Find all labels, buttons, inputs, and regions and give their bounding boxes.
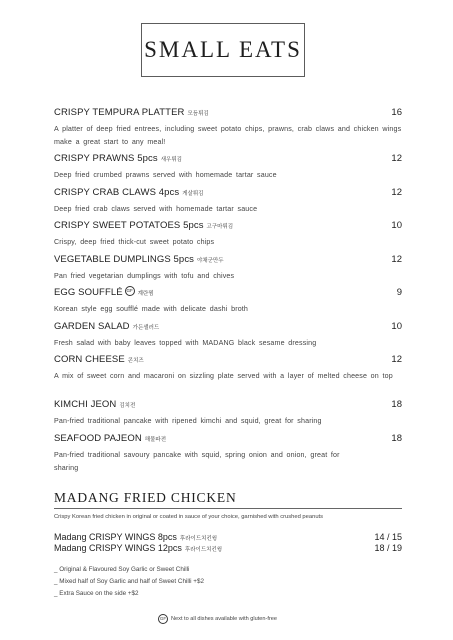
item-name: CRISPY TEMPURA PLATTER	[54, 107, 185, 118]
menu-item	[54, 282, 402, 316]
gluten-free-icon: GF	[158, 614, 168, 624]
item-name: CRISPY CRAB CLAWS 4pcs	[54, 187, 180, 198]
item-description: Pan fried vegetarian dumplings with tofu and chives	[54, 272, 235, 280]
item-description: A mix of sweet corn and macaroni on sizzling plate served with a layer of melted cheese on top	[54, 372, 393, 380]
item-korean: 야채군만두	[197, 258, 224, 264]
menu-item	[54, 182, 402, 216]
wing-name: Madang CRISPY WINGS 8pcs	[54, 532, 177, 542]
menu-item	[54, 249, 402, 283]
item-description: Deep fried crumbed prawns served with homemade tartar sauce	[54, 171, 277, 179]
chicken-intro: Crispy Korean fried chicken in original or coated in sauce of your choice, garnished with crushed peanuts	[54, 514, 324, 520]
menu-item	[54, 316, 402, 350]
item-korean: 가든샐러드	[132, 325, 160, 331]
wing-price: 14 / 15	[374, 532, 402, 542]
item-name: GARDEN SALAD	[54, 321, 130, 332]
section-title-chicken: MADANG FRIED CHICKEN	[54, 490, 237, 505]
item-price: 12	[391, 153, 402, 164]
item-price: 10	[391, 321, 402, 332]
sauce-option: _ Mixed half of Soy Garlic and half of Sweet Chilli +$2	[54, 578, 204, 585]
item-name: EGG SOUFFLÉ	[54, 287, 123, 298]
wing-name: Madang CRISPY WINGS 12pcs	[54, 543, 182, 553]
wing-item	[54, 543, 402, 553]
menu-item	[54, 148, 402, 182]
item-description: Fresh salad with baby leaves topped with MADANG black sesame dressing	[54, 339, 317, 347]
menu-title-box	[141, 23, 305, 77]
wing-item	[54, 532, 402, 542]
wing-korean: 후라이드치킨윙	[184, 547, 223, 553]
item-name: SEAFOOD PAJEON	[54, 433, 142, 444]
item-description: A platter of deep fried entrees, including sweet potato chips, prawns, crab claws and chicken wings make a great start to any meal!	[54, 125, 402, 146]
item-description: Crispy, deep fried thick-cut sweet potato chips	[54, 238, 215, 246]
item-price: 12	[391, 187, 402, 198]
item-korean: 새우튀김	[160, 157, 182, 163]
wing-korean: 후라이드치킨윙	[179, 536, 218, 542]
item-price: 12	[391, 254, 402, 265]
item-price: 10	[391, 220, 402, 231]
item-korean: 게살튀김	[182, 191, 204, 197]
item-price: 16	[391, 107, 402, 118]
sauce-option: _ Extra Sauce on the side +$2	[54, 590, 139, 597]
gluten-free-icon: GF	[125, 286, 135, 296]
item-korean: 모듬튀김	[187, 111, 209, 117]
item-price: 18	[391, 433, 402, 444]
footer-text: Next to all dishes available with gluten-free	[171, 616, 278, 622]
item-price: 12	[391, 354, 402, 365]
item-korean: 해물파전	[144, 437, 167, 443]
item-name: CRISPY PRAWNS 5pcs	[54, 153, 158, 164]
item-name: VEGETABLE DUMPLINGS 5pcs	[54, 254, 195, 265]
item-description: Korean style egg soufflé made with delicate dashi broth	[54, 305, 249, 313]
sauce-option: _ Original & Flavoured Soy Garlic or Sweet Chilli	[54, 566, 190, 573]
item-korean: 콘치즈	[127, 358, 144, 364]
wing-price: 18 / 19	[374, 543, 402, 553]
section-divider	[54, 508, 402, 509]
menu-item	[54, 394, 402, 428]
item-description: Pan-fried traditional savoury pancake with squid, spring onion and onion, great for sharing	[54, 451, 340, 472]
item-price: 18	[391, 399, 402, 410]
item-description: Deep fried crab claws served with homemade tartar sauce	[54, 205, 258, 213]
item-price: 9	[396, 287, 402, 298]
menu-item	[54, 102, 402, 149]
item-korean: 고구마튀김	[206, 224, 234, 230]
item-name: CRISPY SWEET POTATOES 5pcs	[54, 220, 204, 231]
menu-item	[54, 349, 402, 383]
menu-item	[54, 428, 402, 475]
item-korean: 김치전	[119, 403, 136, 409]
footer-note	[156, 614, 277, 624]
menu-title: SMALL EATS	[144, 37, 302, 62]
item-korean: 계란찜	[137, 291, 154, 297]
item-description: Pan-fried traditional pancake with ripened kimchi and squid, great for sharing	[54, 417, 322, 425]
item-name: CORN CHEESE	[54, 354, 125, 365]
menu-item	[54, 215, 402, 249]
item-name: KIMCHI JEON	[54, 399, 117, 410]
